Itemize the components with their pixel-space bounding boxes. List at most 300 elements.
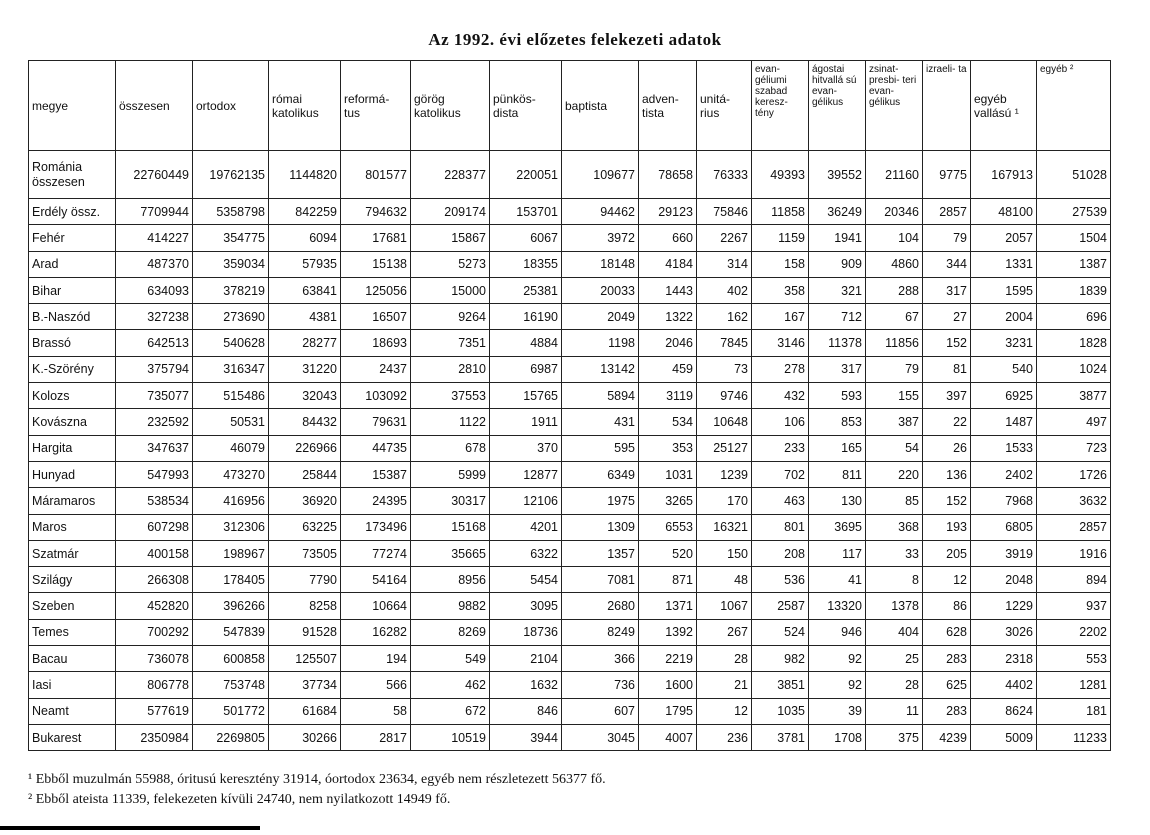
table-cell: 136 [923,461,971,487]
table-cell: 375794 [116,356,193,382]
table-cell: 431 [562,409,639,435]
table-cell: 358 [752,277,809,303]
table-cell: 1035 [752,698,809,724]
table-cell: 6067 [490,225,562,251]
county-name [29,151,116,199]
table-cell: 1726 [1037,461,1111,487]
county-name-text: Arad [32,257,59,272]
table-cell: 396266 [193,593,269,619]
column-header: görög katolikus [411,61,490,151]
table-cell: 1031 [639,461,697,487]
table-cell: 1487 [971,409,1037,435]
table-row [29,619,1111,645]
county-name [29,304,116,330]
table-cell: 520 [639,540,697,566]
county-name [29,461,116,487]
table-cell: 48 [697,567,752,593]
table-cell: 8624 [971,698,1037,724]
county-name-text: Kovászna [32,415,87,430]
column-header: ortodox [193,61,269,151]
table-cell: 30266 [269,724,341,750]
table-cell: 16190 [490,304,562,330]
table-cell: 181 [1037,698,1111,724]
table-cell: 20346 [866,199,923,225]
table-cell: 4239 [923,724,971,750]
table-cell: 4381 [269,304,341,330]
table-cell: 12877 [490,461,562,487]
table-cell: 20033 [562,277,639,303]
table-cell: 173496 [341,514,411,540]
table-cell: 4884 [490,330,562,356]
county-name [29,593,116,619]
table-cell: 524 [752,619,809,645]
table-cell: 11378 [809,330,866,356]
table-cell: 5273 [411,251,490,277]
table-cell: 236 [697,724,752,750]
table-cell: 13142 [562,356,639,382]
table-cell: 9775 [923,151,971,199]
table-cell: 44735 [341,435,411,461]
table-cell: 9264 [411,304,490,330]
table-cell: 452820 [116,593,193,619]
table-row [29,304,1111,330]
table-cell: 17681 [341,225,411,251]
table-cell: 370 [490,435,562,461]
table-cell: 317 [809,356,866,382]
table-cell: 13320 [809,593,866,619]
table-cell: 314 [697,251,752,277]
table-cell: 7081 [562,567,639,593]
table-cell: 9746 [697,383,752,409]
table-cell: 125507 [269,646,341,672]
table-cell: 8 [866,567,923,593]
table-cell: 327238 [116,304,193,330]
table-cell: 7845 [697,330,752,356]
table-cell: 92 [809,672,866,698]
county-name-text: Románia összesen [32,159,85,189]
county-name-text: Kolozs [32,388,70,403]
table-cell: 1443 [639,277,697,303]
table-cell: 16282 [341,619,411,645]
table-cell: 1795 [639,698,697,724]
table-cell: 79 [866,356,923,382]
table-cell: 49393 [752,151,809,199]
table-cell: 167 [752,304,809,330]
table-cell: 54 [866,435,923,461]
table-cell: 1322 [639,304,697,330]
table-cell: 2267 [697,225,752,251]
county-name-text: Iasi [32,677,52,692]
table-cell: 3919 [971,540,1037,566]
table-cell: 2857 [1037,514,1111,540]
table-cell: 2048 [971,567,1037,593]
table-cell: 25 [866,646,923,672]
table-cell: 1828 [1037,330,1111,356]
table-cell: 220 [866,461,923,487]
table-cell: 540 [971,356,1037,382]
table-cell: 459 [639,356,697,382]
table-cell: 678 [411,435,490,461]
table-cell: 375 [866,724,923,750]
table-cell: 28 [697,646,752,672]
table-cell: 378219 [193,277,269,303]
table-cell: 1387 [1037,251,1111,277]
county-name [29,251,116,277]
table-cell: 158 [752,251,809,277]
page-title: Az 1992. évi előzetes felekezeti adatok [428,30,722,49]
table-cell: 3045 [562,724,639,750]
table-row [29,151,1111,199]
table-cell: 501772 [193,698,269,724]
table-cell: 6094 [269,225,341,251]
table-cell: 1357 [562,540,639,566]
table-cell: 2857 [923,199,971,225]
table-cell: 25381 [490,277,562,303]
table-cell: 607 [562,698,639,724]
table-cell: 33 [866,540,923,566]
county-name [29,672,116,698]
footnote-2: ² Ebből ateista 11339, felekezeten kívüli 24740, nem nyilatkozott 14949 fő. [28,792,451,807]
table-cell: 4184 [639,251,697,277]
table-cell: 205 [923,540,971,566]
table-cell: 283 [923,646,971,672]
table-cell: 2318 [971,646,1037,672]
table-cell: 170 [697,488,752,514]
table-cell: 57935 [269,251,341,277]
table-cell: 1067 [697,593,752,619]
table-cell: 150 [697,540,752,566]
table-row [29,435,1111,461]
table-cell: 3972 [562,225,639,251]
table-cell: 165 [809,435,866,461]
table-cell: 21 [697,672,752,698]
table-cell: 5009 [971,724,1037,750]
table-cell: 321 [809,277,866,303]
county-name-text: Szeben [32,599,75,614]
county-name [29,646,116,672]
table-cell: 6805 [971,514,1037,540]
table-cell: 3146 [752,330,809,356]
table-cell: 801577 [341,151,411,199]
table-cell: 11 [866,698,923,724]
table-cell: 462 [411,672,490,698]
table-cell: 209174 [411,199,490,225]
table-cell: 1331 [971,251,1037,277]
table-cell: 540628 [193,330,269,356]
table-cell: 6322 [490,540,562,566]
county-name-text: Szatmár [32,546,79,561]
table-cell: 736 [562,672,639,698]
county-name-text: B.-Naszód [32,309,91,324]
table-cell: 794632 [341,199,411,225]
table-cell: 11858 [752,199,809,225]
footnote-1: ¹ Ebből muzulmán 55988, óritusú keresztény 31914, óortodox 23634, egyéb nem részletezett 56377 fő. [28,772,606,787]
table-cell: 153701 [490,199,562,225]
column-header: egyéb ² [1037,61,1111,151]
table-cell: 18148 [562,251,639,277]
table-cell: 48100 [971,199,1037,225]
table-cell: 432 [752,383,809,409]
table-cell: 2350984 [116,724,193,750]
table-cell: 1239 [697,461,752,487]
table-cell: 12 [697,698,752,724]
table-cell: 273690 [193,304,269,330]
county-name-text: Brassó [32,336,71,351]
county-name [29,619,116,645]
table-cell: 10664 [341,593,411,619]
county-name [29,225,116,251]
table-cell: 29123 [639,199,697,225]
table-cell: 2269805 [193,724,269,750]
table-cell: 1159 [752,225,809,251]
table-cell: 15000 [411,277,490,303]
table-cell: 5999 [411,461,490,487]
table-cell: 946 [809,619,866,645]
table-cell: 473270 [193,461,269,487]
table-row [29,593,1111,619]
table-cell: 2049 [562,304,639,330]
table-cell: 3944 [490,724,562,750]
table-cell: 167913 [971,151,1037,199]
table-cell: 104 [866,225,923,251]
table-cell: 208 [752,540,809,566]
table-cell: 607298 [116,514,193,540]
table-row [29,225,1111,251]
table-cell: 75846 [697,199,752,225]
table-cell: 86 [923,593,971,619]
table-cell: 220051 [490,151,562,199]
table-cell: 806778 [116,672,193,698]
footnotes [28,770,606,810]
table-cell: 3026 [971,619,1037,645]
table-cell: 387 [866,409,923,435]
table-cell: 853 [809,409,866,435]
table-cell: 2219 [639,646,697,672]
county-name-text: Hargita [32,441,73,456]
table-cell: 702 [752,461,809,487]
table-cell: 35665 [411,540,490,566]
table-cell: 566 [341,672,411,698]
table-cell: 228377 [411,151,490,199]
column-header: izraeli- ta [923,61,971,151]
table-cell: 19762135 [193,151,269,199]
table-cell: 700292 [116,619,193,645]
table-cell: 344 [923,251,971,277]
table-cell: 577619 [116,698,193,724]
table-row [29,540,1111,566]
table-cell: 400158 [116,540,193,566]
table-cell: 7968 [971,488,1037,514]
table-cell: 91528 [269,619,341,645]
table-cell: 1392 [639,619,697,645]
table-cell: 7709944 [116,199,193,225]
table-cell: 414227 [116,225,193,251]
table-cell: 1595 [971,277,1037,303]
table-row [29,698,1111,724]
county-name [29,488,116,514]
table-cell: 660 [639,225,697,251]
table-cell: 3781 [752,724,809,750]
table-cell: 152 [923,488,971,514]
table-row [29,724,1111,750]
table-cell: 130 [809,488,866,514]
table-cell: 515486 [193,383,269,409]
table-row [29,461,1111,487]
table-cell: 26 [923,435,971,461]
county-name-text: Erdély össz. [32,204,101,219]
table-cell: 4201 [490,514,562,540]
table-cell: 404 [866,619,923,645]
table-cell: 723 [1037,435,1111,461]
county-name [29,277,116,303]
table-cell: 1144820 [269,151,341,199]
table-cell: 2402 [971,461,1037,487]
column-header: reformá- tus [341,61,411,151]
table-cell: 595 [562,435,639,461]
table-cell: 1281 [1037,672,1111,698]
table-cell: 283 [923,698,971,724]
table-cell: 94462 [562,199,639,225]
table-cell: 15867 [411,225,490,251]
table-cell: 1533 [971,435,1037,461]
table-cell: 6987 [490,356,562,382]
table-cell: 78658 [639,151,697,199]
table-cell: 1198 [562,330,639,356]
table-row [29,383,1111,409]
denomination-table [28,60,1111,751]
table-cell: 487370 [116,251,193,277]
table-cell: 2104 [490,646,562,672]
table-cell: 368 [866,514,923,540]
table-cell: 54164 [341,567,411,593]
county-name [29,540,116,566]
table-cell: 79631 [341,409,411,435]
table-cell: 2817 [341,724,411,750]
table-cell: 162 [697,304,752,330]
table-cell: 549 [411,646,490,672]
table-cell: 152 [923,330,971,356]
table-cell: 347637 [116,435,193,461]
table-cell: 103092 [341,383,411,409]
table-cell: 84432 [269,409,341,435]
table-cell: 18693 [341,330,411,356]
table-cell: 106 [752,409,809,435]
table-cell: 15765 [490,383,562,409]
column-header: megye [29,61,116,151]
table-cell: 3095 [490,593,562,619]
table-cell: 278 [752,356,809,382]
table-cell: 1229 [971,593,1037,619]
table-cell: 28 [866,672,923,698]
table-cell: 402 [697,277,752,303]
table-cell: 194 [341,646,411,672]
table-header-row [29,61,1111,151]
table-cell: 18736 [490,619,562,645]
table-cell: 3119 [639,383,697,409]
table-cell: 366 [562,646,639,672]
table-cell: 6925 [971,383,1037,409]
table-cell: 28277 [269,330,341,356]
county-name-text: Temes [32,625,69,640]
county-name-text: Fehér [32,230,65,245]
table-cell: 538534 [116,488,193,514]
table-cell: 32043 [269,383,341,409]
table-cell: 1916 [1037,540,1111,566]
table-cell: 10648 [697,409,752,435]
table-cell: 81 [923,356,971,382]
table-row [29,277,1111,303]
table-cell: 61684 [269,698,341,724]
county-name-text: Maros [32,520,67,535]
table-cell: 6553 [639,514,697,540]
table-cell: 178405 [193,567,269,593]
table-cell: 8249 [562,619,639,645]
table-cell: 16507 [341,304,411,330]
table-cell: 846 [490,698,562,724]
table-cell: 1378 [866,593,923,619]
table-cell: 2437 [341,356,411,382]
table-cell: 553 [1037,646,1111,672]
county-name-text: Szilágy [32,572,73,587]
table-cell: 354775 [193,225,269,251]
table-cell: 712 [809,304,866,330]
table-row [29,251,1111,277]
table-cell: 1024 [1037,356,1111,382]
county-name [29,514,116,540]
table-cell: 11856 [866,330,923,356]
county-name-text: Bukarest [32,730,82,745]
table-cell: 63225 [269,514,341,540]
table-cell: 1911 [490,409,562,435]
table-row [29,199,1111,225]
table-cell: 21160 [866,151,923,199]
table-cell: 3265 [639,488,697,514]
column-header: ágostai hitvallá sú evan- gélikus [809,61,866,151]
table-cell: 359034 [193,251,269,277]
table-cell: 27539 [1037,199,1111,225]
table-cell: 1975 [562,488,639,514]
county-name [29,199,116,225]
column-header: római katolikus [269,61,341,151]
table-cell: 1839 [1037,277,1111,303]
table-cell: 193 [923,514,971,540]
table-cell: 198967 [193,540,269,566]
table-row [29,672,1111,698]
table-cell: 67 [866,304,923,330]
table-cell: 8269 [411,619,490,645]
table-cell: 735077 [116,383,193,409]
table-cell: 547839 [193,619,269,645]
table-cell: 1122 [411,409,490,435]
table-cell: 536 [752,567,809,593]
column-header: pünkös- dista [490,61,562,151]
column-header: adven- tista [639,61,697,151]
table-cell: 534 [639,409,697,435]
table-cell: 5894 [562,383,639,409]
table-cell: 51028 [1037,151,1111,199]
table-cell: 58 [341,698,411,724]
table-cell: 937 [1037,593,1111,619]
table-cell: 36920 [269,488,341,514]
table-cell: 628 [923,619,971,645]
county-name-text: Bacau [32,651,68,666]
table-cell: 5358798 [193,199,269,225]
table-row [29,356,1111,382]
table-cell: 85 [866,488,923,514]
table-cell: 12106 [490,488,562,514]
table-cell: 2810 [411,356,490,382]
table-cell: 696 [1037,304,1111,330]
